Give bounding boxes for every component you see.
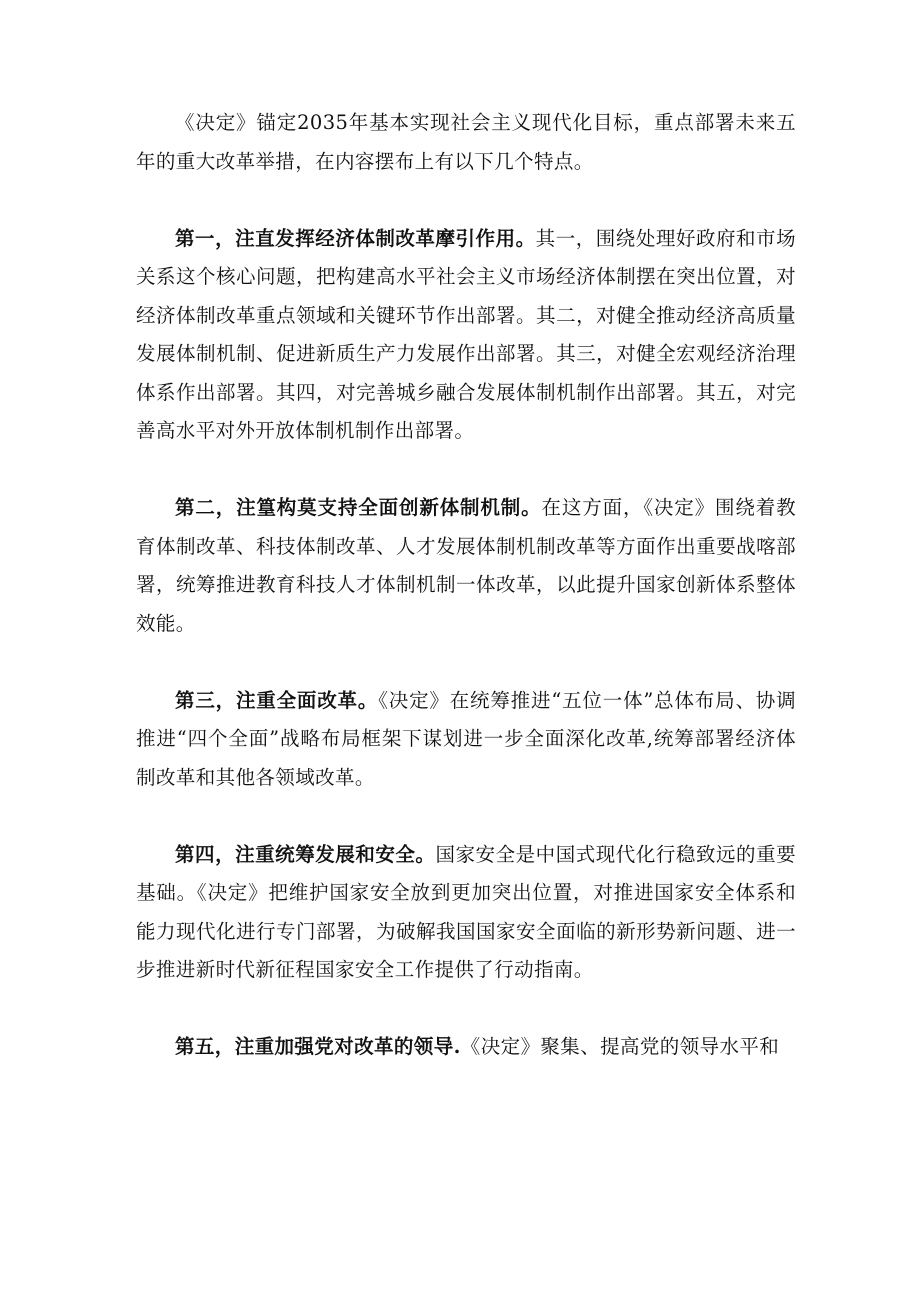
paragraph-gap [136, 797, 796, 836]
point-paragraph-4 [136, 836, 796, 990]
point-1-body: 其一，围绕处理好政府和市场关系这个核心问题，把构建高水平社会主义市场经济体制摆在突出位置，对经济体制改革重点领域和关键环节作出部署。其二，对健全推动经济高质量发展体制机制、促进新质生产力发展作出部署。其三，对健全宏观经济治理体系作出部署。其四，对完善城乡融合发展体制机制作出部署。其五，对完善高水平对外开放体制机制作出部署。 [136, 226, 796, 442]
point-2-body: 在这方面，《决定》围绕着教育体制改革、科技体制改革、人才发展体制机制改革等方面作出重要战喀部署，统筹推进教育科技人才体制机制一体改革，以此提升国家创新体系整体效能。 [136, 496, 797, 635]
point-paragraph-3 [136, 682, 796, 798]
point-4-body: 国家安全是中国式现代化行稳致远的重要基础。《决定》把维护国家安全放到更加突出位置，对推进国家安全体系和能力现代化进行专门部署，为破解我国国家安全面临的新形势新问题、进一步推进新时代新征程国家安全工作提供了行动指南。 [136, 842, 797, 981]
point-1-lead: 第一，注直发挥经济体制改革摩引作用。 [175, 226, 536, 250]
document-body [136, 104, 796, 1067]
point-2-lead: 第二，注篁构莫支持全面创新体制机制。 [175, 496, 542, 519]
point-5-lead: 第五，注重加强党对改革的领导. [175, 1035, 461, 1058]
point-3-body: 《决定》在统筹推进“五位一体”总体布局、协调推进“四个全面”战略布局框架下谋划进一步全面深化改革,统筹部署经济体制改革和其他各领域改革。 [136, 688, 796, 789]
point-3-lead: 第三，注重全面改革。 [175, 688, 379, 712]
point-paragraph-1 [136, 220, 796, 451]
paragraph-gap [136, 643, 796, 682]
paragraph-gap [136, 181, 796, 220]
intro-paragraph [136, 104, 796, 181]
paragraph-gap [136, 990, 796, 1029]
point-5-body: 《决定》聚集、提高党的领导水平和 [460, 1035, 780, 1058]
intro-text: 《决定》锚定2035年基本实现社会主义现代化目标，重点部署未来五年的重大改革举措，在内容摆布上有以下几个特点。 [136, 111, 796, 173]
point-paragraph-5 [136, 1028, 796, 1067]
point-4-lead: 第四，注重统筹发展和安全。 [175, 842, 436, 866]
point-paragraph-2 [136, 489, 796, 643]
paragraph-gap [136, 451, 796, 490]
